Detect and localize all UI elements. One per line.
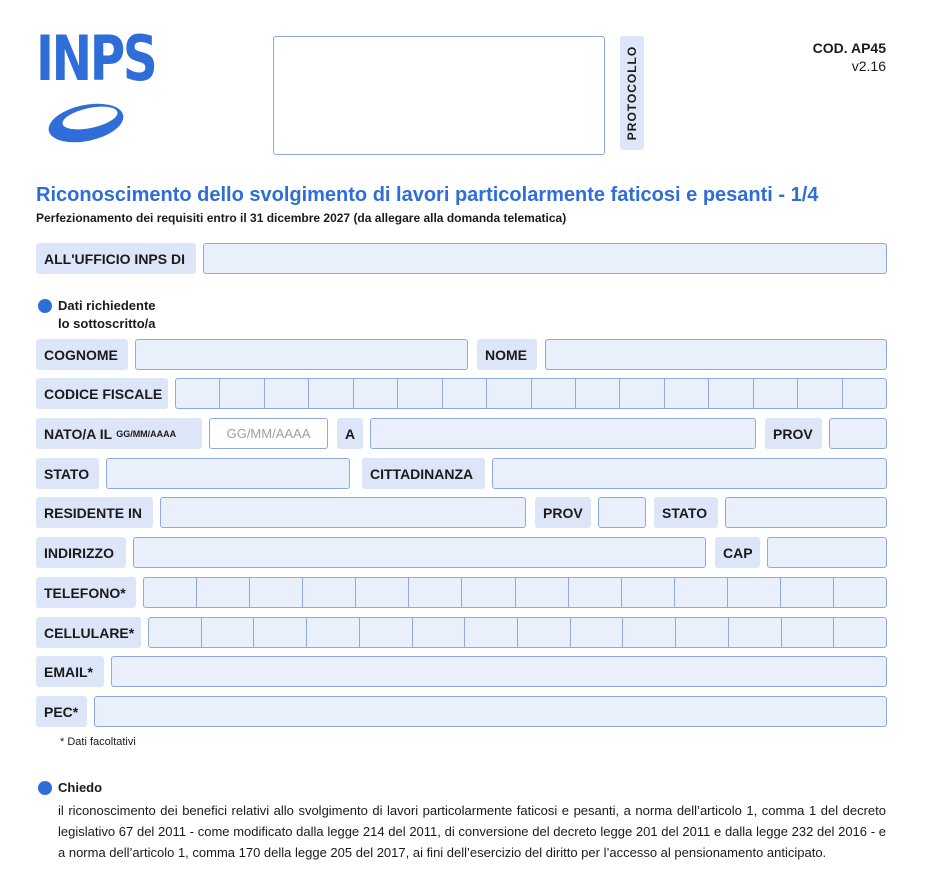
page-title: Riconoscimento dello svolgimento di lavori particolarmente faticosi e pesanti - 1/4 [36, 184, 819, 206]
cittadinanza-input[interactable] [492, 458, 887, 489]
nome-input[interactable] [545, 339, 887, 370]
prov-input[interactable] [829, 418, 887, 449]
codice-fiscale-label: CODICE FISCALE [36, 378, 168, 409]
telefono-label: TELEFONO* [36, 577, 136, 608]
email-label: EMAIL* [36, 656, 104, 687]
form-version: v2.16 [851, 58, 886, 74]
cittadinanza-label: CITTADINANZA [362, 458, 485, 489]
nome-label: NOME [477, 339, 537, 370]
protocollo-box[interactable] [273, 36, 605, 155]
optional-note: * Dati facoltativi [60, 736, 136, 748]
form-code [813, 40, 886, 74]
indirizzo-input[interactable] [133, 537, 706, 568]
telefono-input[interactable] [143, 577, 887, 608]
prov-residenza-label: PROV [535, 497, 591, 528]
codice-fiscale-input[interactable] [175, 378, 887, 409]
section-dati-line1: Dati richiedente [58, 298, 156, 313]
cellulare-label: CELLULARE* [36, 617, 141, 648]
inps-logo-icon [46, 102, 128, 144]
chiedo-bullet-icon [38, 781, 52, 795]
birth-place-input[interactable] [370, 418, 756, 449]
cap-input[interactable] [767, 537, 887, 568]
pec-label: PEC* [36, 696, 87, 727]
section-dati-title [58, 297, 156, 333]
cap-label: CAP [715, 537, 760, 568]
ufficio-label: ALL'UFFICIO INPS DI [36, 243, 196, 274]
pec-input[interactable] [94, 696, 887, 727]
nato-il-format: GG/MM/AAAA [116, 428, 177, 439]
birth-date-input[interactable]: GG/MM/AAAA [209, 418, 328, 449]
chiedo-title: Chiedo [58, 780, 103, 795]
chiedo-text: il riconoscimento dei benefici relativi allo svolgimento di lavori particolarmente faticosi e pesanti, a norma dell’articolo 1, comma 1 del decreto legislativo 67 del 2011 - come modificato dalla legge 214 del 2011, di conversione del decreto legge 201 del 2011 e dalla legge 232 del 2016 - e a norma dell’articolo 1, comma 170 della legge 205 del 2017, ai fini dell’esercizio del diritto per l’accesso al pensionamento anticipato. [58, 803, 886, 860]
ufficio-input[interactable] [203, 243, 887, 274]
cognome-input[interactable] [135, 339, 468, 370]
form-code-value: COD. AP45 [812, 40, 886, 56]
cellulare-input[interactable] [148, 617, 887, 648]
stato-input[interactable] [106, 458, 350, 489]
nato-il-text: NATO/A IL [44, 425, 113, 442]
page-subtitle: Perfezionamento dei requisiti entro il 31 dicembre 2027 (da allegare alla domanda telematica) [36, 211, 567, 225]
inps-logo-text: INPS [36, 22, 156, 95]
stato-residenza-label: STATO [654, 497, 718, 528]
protocollo-label: PROTOCOLLO [625, 45, 639, 141]
residente-in-input[interactable] [160, 497, 526, 528]
cognome-label: COGNOME [36, 339, 128, 370]
residente-in-label: RESIDENTE IN [36, 497, 153, 528]
stato-label: STATO [36, 458, 99, 489]
email-input[interactable] [111, 656, 887, 687]
stato-residenza-input[interactable] [725, 497, 887, 528]
section-bullet-icon [38, 299, 52, 313]
section-dati-line2: lo sottoscritto/a [58, 316, 156, 331]
protocollo-tab [620, 36, 644, 150]
nato-il-label [36, 418, 202, 449]
luogo-label: A [337, 418, 363, 449]
prov-label: PROV [765, 418, 822, 449]
prov-residenza-input[interactable] [598, 497, 646, 528]
indirizzo-label: INDIRIZZO [36, 537, 126, 568]
